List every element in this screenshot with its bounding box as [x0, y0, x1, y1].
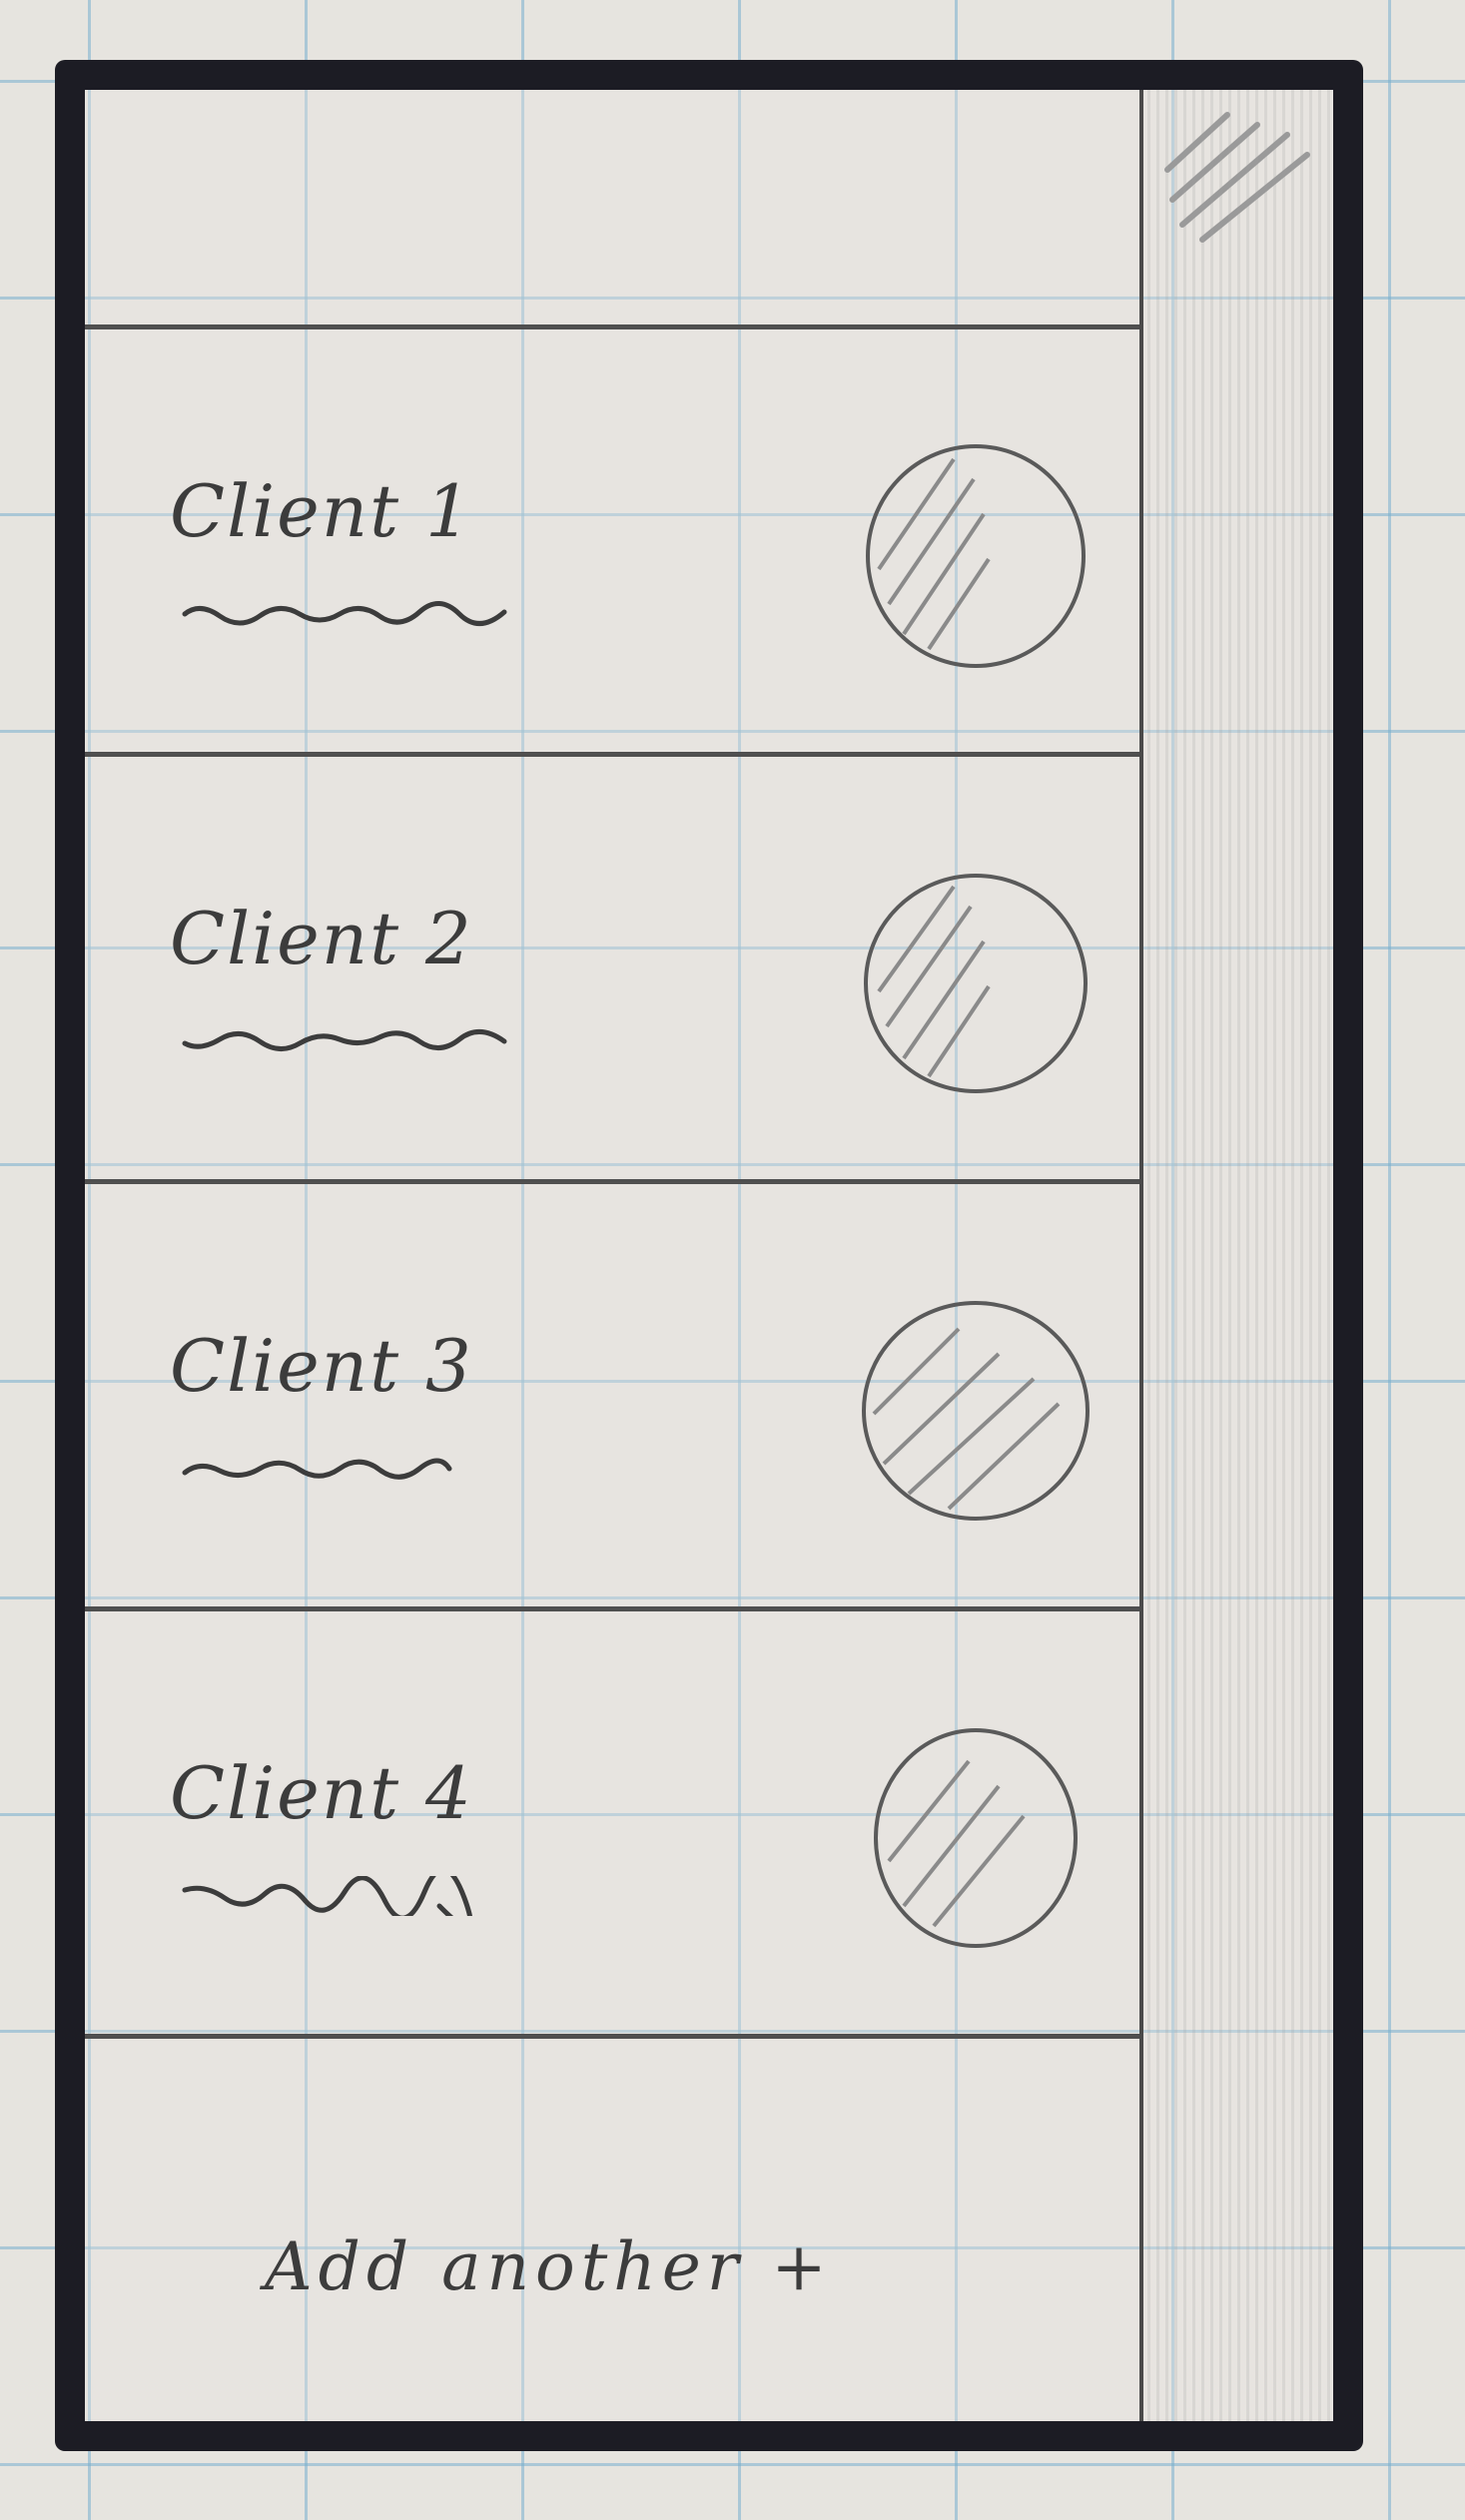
- client-row-4[interactable]: [85, 1611, 1139, 2039]
- client-detail-placeholder: [180, 594, 509, 634]
- client-detail-placeholder: [180, 1876, 509, 1916]
- client-row-2[interactable]: [85, 757, 1139, 1184]
- client-name: Client 2: [170, 897, 473, 980]
- client-row-3[interactable]: [85, 1184, 1139, 1611]
- client-list: [85, 90, 1143, 2421]
- client-detail-placeholder: [180, 1021, 509, 1061]
- app-header: [85, 90, 1139, 329]
- avatar-icon: [859, 1294, 1094, 1529]
- add-client-label: Add another +: [265, 2228, 833, 2305]
- scrollbar[interactable]: [1147, 90, 1333, 2421]
- avatar-icon: [859, 867, 1094, 1101]
- client-name: Client 3: [170, 1324, 473, 1408]
- phone-frame: [55, 60, 1363, 2451]
- client-detail-placeholder: [180, 1449, 509, 1489]
- add-client-button[interactable]: [85, 2039, 1139, 2421]
- scroll-thumb[interactable]: [1157, 100, 1317, 250]
- client-row-1[interactable]: [85, 329, 1139, 757]
- avatar-icon: [859, 439, 1094, 674]
- avatar-icon: [859, 1721, 1094, 1956]
- client-name: Client 1: [170, 469, 473, 553]
- client-name: Client 4: [170, 1751, 473, 1835]
